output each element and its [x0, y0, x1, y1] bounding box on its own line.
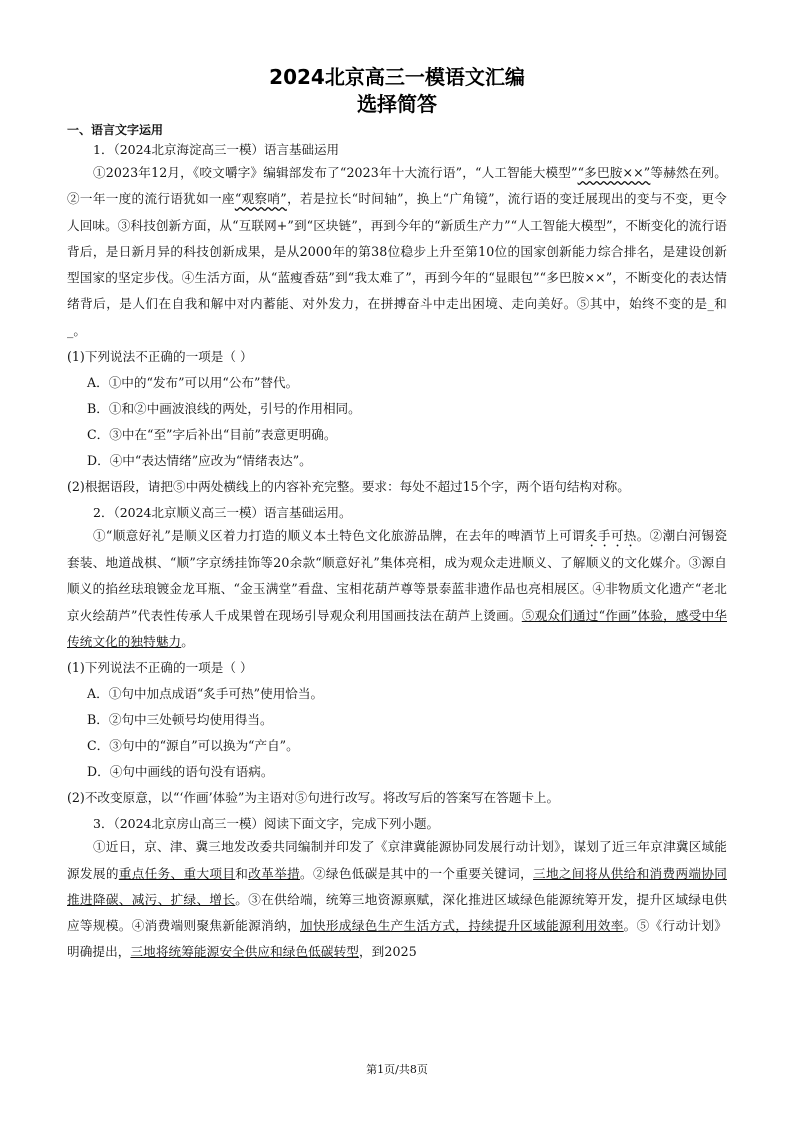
question-1-passage: ①2023年12月，《咬文嚼字》编辑部发布了“2023年十大流行语”，“人工智能大模型”“多巴胺××”等赫然在列。②一年一度的流行语犹如一座“观察哨”，若是拉长“时间轴”，换上“广角镜”，流行语的变迁展现出的变与不变，更令人回味。③科技创新方面，从“互联网+”到“区块链”，再到今年的“新质生产力”“人工智能大模型”，不断变化的流行语背后，是日新月异的科技创新成果，是从2000年的第38位稳步上升至第10位的国家创新能力综合排名，是建设创新型国家的坚定步伐。④生活方面，从“蓝瘦香菇”到“我太难了”，再到今年的“显眼包”“多巴胺××”，不断变化的表达情绪背后，是人们在自我和解中对内蓄能、对外发力，在拼搏奋斗中走出困境、走向美好。⑤其中，始终不变的是_和_。 — [67, 165, 727, 338]
dotted-idiom: 炙手可热 — [585, 528, 637, 544]
option-c: C．③中在“至”字后补出“目前”表意更明确。 — [87, 427, 337, 443]
underlined-text: 加快形成绿色生产生活方式，持续提升区域能源利用效率 — [300, 918, 624, 934]
question-2-passage: ①“顺意好礼”是顺义区着力打造的顺义本土特色文化旅游品牌，在去年的啤酒节上可谓炙手可热。②潮白河锡瓷套装、地道战棋、“顺”字京绣挂饰等20余款“顺意好礼”集体亮相，成为观众走进顺义、了解顺义的文化媒介。③源自顺义的掐丝珐琅镀金龙耳瓶、“金玉满堂”看盘、宝相花葫芦尊等景泰蓝非遗作品也亮相展区。④非物质文化遗产“老北京火绘葫芦”代表性传承人千成果曾在现场引导观众利用国画技法在葫芦上烫画。⑤观众们通过“作画”体验，感受中华传统文化的独特魅力。 — [67, 528, 728, 649]
option-c: C．③句中的“源自”可以换为“产自”。 — [87, 738, 299, 754]
question-3-heading: 3．（2024北京房山高三一模）阅读下面文字，完成下列小题。 — [93, 816, 440, 832]
question-1-heading: 1．（2024北京海淀高三一模）语言基础运用 — [93, 142, 340, 157]
question-2-sub-2: (2)不改变原意，以“‘作画’体验”为主语对⑤句进行改写。将改写后的答案写在答题卡上。 — [67, 790, 560, 806]
document-content — [67, 120, 727, 966]
option-b: B．①和②中画波浪线的两处，引号的作用相同。 — [87, 401, 361, 417]
underlined-sentence: ⑤观众们通过“作画”体验，感受中华传统文化的独特魅力 — [67, 607, 727, 649]
underlined-text: 三地将统筹能源安全供应和绿色低碳转型 — [130, 944, 359, 960]
underlined-text: 改革举措 — [248, 865, 301, 881]
document-subtitle: 选择简答 — [357, 92, 437, 116]
section-heading: 一、语言文字运用 — [67, 123, 164, 137]
question-2-heading: 2．（2024北京顺义高三一模）语言基础运用。 — [93, 505, 352, 521]
underlined-text: 重点任务、重大项目 — [118, 865, 236, 881]
question-1-sub-2: (2)根据语段，请把⑤中两处横线上的内容补充完整。要求：每处不超过15个字，两个语句结构对称。 — [67, 479, 630, 495]
option-a: A．①中的“发布”可以用“公布”替代。 — [87, 375, 299, 391]
option-d: D．④中“表达情绪”应改为“情绪表达”。 — [87, 453, 312, 469]
document-title: 2024北京高三一模语文汇编 — [269, 65, 525, 89]
wavy-underlined-text: “观察哨” — [234, 191, 287, 207]
wavy-underlined-text: “多巴胺××” — [577, 165, 651, 180]
option-b: B．②句中三处顿号均使用得当。 — [87, 712, 273, 728]
question-2-sub-1: (1)下列说法不正确的一项是（ ） — [67, 660, 253, 676]
underlined-text: 三地之间将从供给和消费两端协同推进降碳、减污、扩绿、增长 — [67, 865, 727, 907]
option-d: D．④句中画线的语句没有语病。 — [87, 764, 274, 780]
option-a: A．①句中加点成语“炙手可热”使用恰当。 — [87, 686, 324, 702]
question-3-passage: ①近日，京、津、冀三地发改委共同编制并印发了《京津冀能源协同发展行动计划》，谋划了近三年京津冀区域能源发展的重点任务、重大项目和改革举措。②绿色低碳是其中的一个重要关键词，三地之间将从供给和消费两端协同推进降碳、减污、扩绿、增长。③在供给端，统筹三地资源禀赋，深化推进区域绿色能源统筹开发，提升区域绿电供应等规模。④消费端则聚焦新能源消纳，加快形成绿色生产生活方式，持续提升区域能源利用效率。⑤《行动计划》明确提出，三地将统筹能源安全供应和绿色低碳转型，到2025 — [67, 839, 727, 960]
question-1-sub-1: (1)下列说法不正确的一项是（ ） — [67, 349, 253, 365]
page-number-footer: 第1页/共8页 — [366, 1063, 428, 1076]
